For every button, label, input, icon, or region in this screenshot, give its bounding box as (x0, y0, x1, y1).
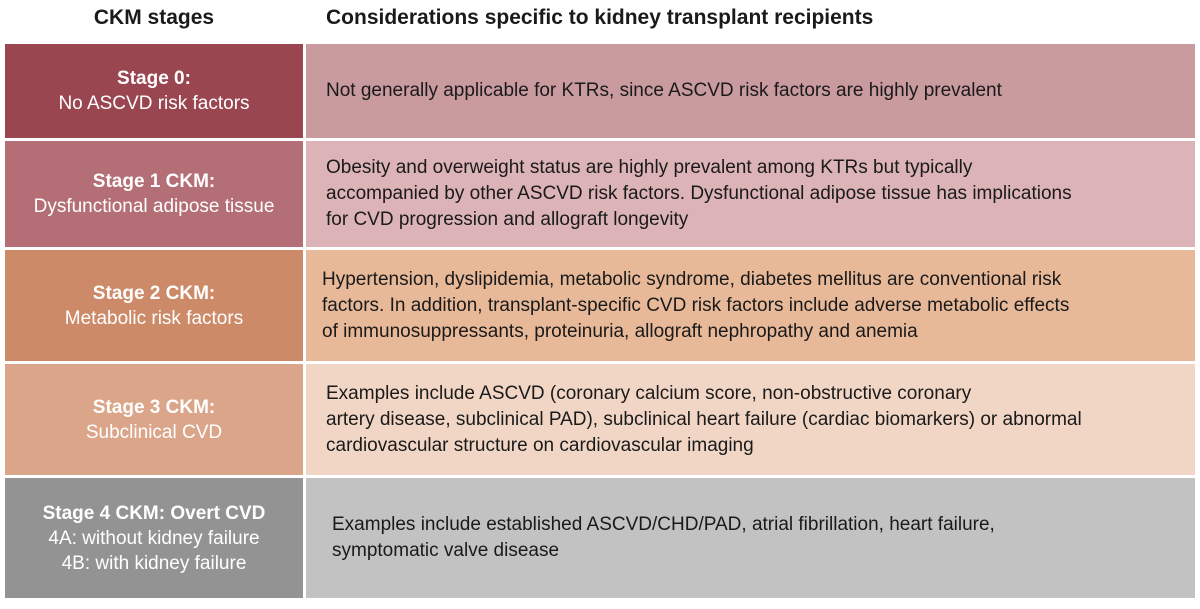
stage-title: Stage 1 CKM: (92, 171, 216, 192)
consideration-line: cardiovascular structure on cardiovascular imaging (326, 434, 754, 456)
consideration-cell (306, 250, 1195, 361)
table-row-stage-3 (5, 364, 1195, 475)
table-row-stage-1 (5, 141, 1195, 247)
stage-cell (5, 250, 303, 361)
stage-subtitle: 4A: without kidney failure (48, 527, 260, 549)
consideration-line: Not generally applicable for KTRs, since ASCVD risk factors are highly prevalent (326, 80, 1002, 101)
column-header-considerations: Considerations specific to kidney transplant recipients (326, 6, 874, 29)
stage-subtitle: Metabolic risk factors (64, 307, 244, 329)
consideration-cell (306, 478, 1195, 598)
column-header-ckm-stages: CKM stages (93, 6, 215, 29)
consideration-line: for CVD progression and allograft longevity (326, 209, 689, 230)
consideration-line: Examples include ASCVD (coronary calcium score, non-obstructive coronary (326, 382, 972, 404)
stage-cell (5, 44, 303, 138)
table-header (0, 0, 1200, 42)
stage-cell (5, 141, 303, 247)
consideration-line: symptomatic valve disease (332, 540, 560, 561)
consideration-line: artery disease, subclinical PAD), subclinical heart failure (cardiac biomarkers) or abnormal (326, 408, 1082, 430)
stage-title: Stage 4 CKM: Overt CVD (42, 502, 266, 524)
stage-cell (5, 364, 303, 475)
consideration-line: Examples include established ASCVD/CHD/PAD, atrial fibrillation, heart failure, (332, 514, 995, 535)
consideration-cell (306, 44, 1195, 138)
stage-subtitle: Subclinical CVD (85, 421, 223, 443)
consideration-line: of immunosuppressants, proteinuria, allograft nephropathy and anemia (322, 320, 918, 342)
stage-title: Stage 0: (117, 68, 191, 89)
table-row-stage-4 (5, 478, 1195, 598)
consideration-line: Hypertension, dyslipidemia, metabolic syndrome, diabetes mellitus are conventional risk (322, 268, 1062, 290)
stage-subtitle: Dysfunctional adipose tissue (33, 196, 275, 217)
ckm-stages-table (5, 44, 1195, 601)
consideration-cell (306, 141, 1195, 247)
stage-title: Stage 2 CKM: (92, 282, 216, 304)
table-row-stage-0 (5, 44, 1195, 138)
consideration-line: accompanied by other ASCVD risk factors. Dysfunctional adipose tissue has implications (326, 183, 1072, 204)
stage-subtitle: 4B: with kidney failure (61, 552, 247, 574)
table-row-stage-2 (5, 250, 1195, 361)
consideration-line: factors. In addition, transplant-specific CVD risk factors include adverse metabolic effects (322, 294, 1070, 316)
stage-cell (5, 478, 303, 598)
stage-subtitle: No ASCVD risk factors (58, 93, 250, 114)
consideration-line: Obesity and overweight status are highly prevalent among KTRs but typically (326, 157, 973, 178)
stage-title: Stage 3 CKM: (92, 396, 216, 418)
consideration-cell (306, 364, 1195, 475)
